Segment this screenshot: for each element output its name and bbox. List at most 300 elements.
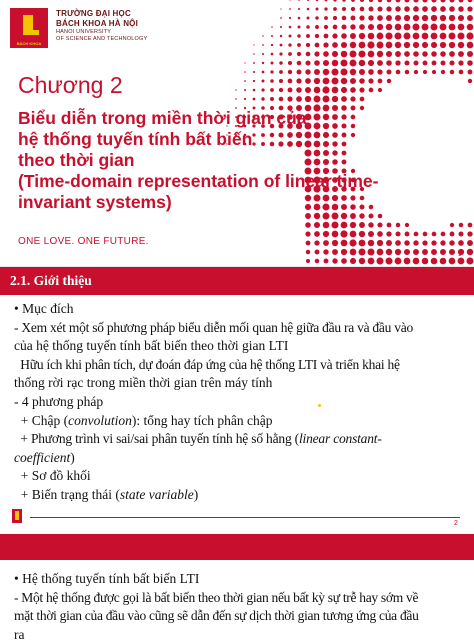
body-line: mặt thời gian của đầu vào cũng sẽ dẫn đến sự dịch thời gian tương ứng của đầu xyxy=(14,608,419,624)
decorative-dot xyxy=(280,44,283,47)
decorative-dot xyxy=(323,213,330,220)
decorative-dot xyxy=(413,24,420,31)
decorative-dot xyxy=(432,61,437,66)
decorative-dot xyxy=(342,7,346,11)
decorative-dot xyxy=(414,232,419,237)
italic-term: linear constant- xyxy=(298,431,382,447)
decorative-dot xyxy=(450,70,454,74)
decorative-dot xyxy=(351,7,355,11)
decorative-dot xyxy=(289,8,291,10)
decorative-dot xyxy=(359,213,364,218)
decorative-dot xyxy=(350,249,357,256)
decorative-dot xyxy=(377,42,384,49)
decorative-dot xyxy=(350,60,357,67)
decorative-dot xyxy=(359,231,365,237)
decorative-dot xyxy=(423,61,428,66)
decorative-dot xyxy=(350,222,356,228)
decorative-dot xyxy=(395,249,401,255)
decorative-dot xyxy=(350,87,356,93)
decorative-dot xyxy=(333,7,337,11)
decorative-dot xyxy=(360,97,365,102)
decorative-dot xyxy=(315,34,319,38)
decorative-dot xyxy=(377,24,383,30)
decorative-dot xyxy=(244,89,246,91)
decorative-dot xyxy=(368,78,373,83)
decorative-dot xyxy=(262,44,264,46)
decorative-dot xyxy=(413,240,418,245)
decorative-dot xyxy=(271,44,273,46)
text-run: + Biến trạng thái ( xyxy=(14,486,120,502)
decorative-dot xyxy=(404,60,409,65)
decorative-dot xyxy=(404,33,411,40)
decorative-dot xyxy=(449,33,456,40)
decorative-dot xyxy=(280,26,282,28)
decorative-dot xyxy=(458,6,464,12)
decorative-dot xyxy=(440,0,445,3)
body-line: • Hệ thống tuyến tính bất biến LTI xyxy=(14,571,200,586)
decorative-dot xyxy=(244,71,246,73)
decorative-dot xyxy=(449,258,456,265)
body-line: ra xyxy=(14,626,25,642)
university-name xyxy=(56,9,147,43)
decorative-dot xyxy=(279,61,283,65)
decorative-dot xyxy=(449,6,455,12)
body-line xyxy=(14,449,462,468)
decorative-dot xyxy=(324,259,329,264)
decorative-dot xyxy=(350,24,355,29)
decorative-dot xyxy=(422,0,427,3)
decorative-dot xyxy=(396,0,401,2)
decorative-dot xyxy=(440,42,446,48)
decorative-dot xyxy=(316,8,319,11)
decorative-dot xyxy=(314,222,320,228)
decorative-dot xyxy=(306,43,310,47)
slide-body xyxy=(14,300,462,505)
decorative-dot xyxy=(377,60,383,66)
decorative-dot xyxy=(378,88,382,92)
decorative-dot xyxy=(459,0,464,2)
decorative-dot xyxy=(287,96,292,101)
decorative-dot xyxy=(431,249,437,255)
decorative-dot xyxy=(324,7,327,10)
decorative-dot xyxy=(340,230,347,237)
decorative-dot xyxy=(235,98,237,100)
decorative-dot xyxy=(386,249,393,256)
decorative-dot xyxy=(296,78,301,83)
body-line: - Một hệ thống được gọi là bất biến theo thời gian nếu bất kỳ sự trễ hay sớm về xyxy=(14,589,419,605)
decorative-dot xyxy=(332,231,339,238)
decorative-dot xyxy=(404,51,410,57)
decorative-dot xyxy=(386,60,392,66)
decorative-dot xyxy=(332,42,338,48)
decorative-dot xyxy=(413,258,420,265)
decorative-dot xyxy=(358,50,365,57)
text-run: ) xyxy=(70,449,75,465)
decorative-dot xyxy=(458,42,464,48)
body-line: - Xem xét một số phương pháp biểu diễn mối quan hệ giữa đầu ra và đầu vào xyxy=(14,319,414,335)
decorative-dot xyxy=(332,60,339,67)
decorative-dot xyxy=(449,240,454,245)
decorative-dot xyxy=(414,70,418,74)
decorative-dot xyxy=(413,0,418,3)
decorative-dot xyxy=(270,70,273,73)
decorative-dot xyxy=(306,241,311,246)
decorative-dot xyxy=(297,70,302,75)
decorative-dot xyxy=(450,0,455,2)
decorative-dot xyxy=(386,51,392,57)
decorative-dot xyxy=(368,69,374,75)
decorative-dot xyxy=(323,78,330,85)
decorative-dot xyxy=(395,231,400,236)
decorative-dot xyxy=(253,62,255,64)
decorative-dot xyxy=(306,52,311,57)
decorative-dot xyxy=(289,26,292,29)
decorative-dot xyxy=(306,34,310,38)
decorative-dot xyxy=(458,15,464,21)
decorative-dot xyxy=(404,258,411,265)
decorative-dot xyxy=(350,258,356,264)
decorative-dot xyxy=(394,32,401,39)
decorative-dot xyxy=(404,24,411,31)
decorative-dot xyxy=(306,259,310,263)
decorative-dot xyxy=(279,88,283,92)
decorative-dot xyxy=(306,25,309,28)
decorative-dot xyxy=(467,6,472,11)
decorative-dot xyxy=(341,249,347,255)
decorative-dot xyxy=(323,42,328,47)
decorative-dot xyxy=(314,51,319,56)
decorative-dot xyxy=(467,51,473,57)
decorative-dot xyxy=(305,231,310,236)
footer-divider xyxy=(30,517,460,518)
decorative-dot xyxy=(413,51,419,57)
decorative-dot xyxy=(413,33,420,40)
decorative-dot xyxy=(333,25,338,30)
decorative-dot xyxy=(288,70,292,74)
decorative-dot xyxy=(279,70,283,74)
decorative-dot xyxy=(253,44,254,45)
decorative-dot xyxy=(440,258,447,265)
decorative-dot xyxy=(413,6,419,12)
decorative-dot xyxy=(369,7,374,12)
decorative-dot xyxy=(450,223,454,227)
decorative-dot xyxy=(422,51,428,57)
decorative-dot xyxy=(297,34,300,37)
decorative-dot xyxy=(431,240,436,245)
decorative-dot xyxy=(332,87,339,94)
decorative-dot xyxy=(341,78,348,85)
decorative-dot xyxy=(395,258,402,265)
decorative-dot xyxy=(253,80,255,82)
decorative-dot xyxy=(368,258,375,265)
decorative-dot xyxy=(323,69,330,76)
body-line: - 4 phương pháp xyxy=(14,393,104,409)
decorative-dot xyxy=(350,96,355,101)
decorative-dot xyxy=(395,240,401,246)
decorative-dot xyxy=(377,51,383,57)
decorative-dot xyxy=(359,258,365,264)
decorative-dot xyxy=(350,51,357,58)
decorative-dot xyxy=(323,51,329,57)
decorative-dot xyxy=(262,71,265,74)
decorative-dot xyxy=(333,0,336,2)
decorative-dot xyxy=(325,0,328,1)
decorative-dot xyxy=(395,24,402,31)
decorative-dot xyxy=(288,61,292,65)
decorative-dot xyxy=(378,0,383,2)
title-slide xyxy=(0,0,474,266)
decorative-dot xyxy=(441,70,445,74)
decorative-dot xyxy=(331,77,338,84)
decorative-dot xyxy=(322,86,329,93)
decorative-dot xyxy=(351,0,355,2)
decorative-dot xyxy=(449,249,455,255)
decorative-dot xyxy=(440,249,446,255)
decorative-dot xyxy=(377,231,383,237)
decorative-dot xyxy=(288,52,292,56)
decorative-dot xyxy=(342,0,346,2)
decorative-dot xyxy=(387,223,392,228)
decorative-dot xyxy=(368,24,374,30)
decorative-dot xyxy=(395,51,401,57)
decorative-dot xyxy=(431,0,436,3)
decorative-dot xyxy=(323,240,329,246)
decorative-dot xyxy=(431,15,437,21)
decorative-dot xyxy=(333,16,337,20)
decorative-dot xyxy=(467,231,472,236)
decorative-dot xyxy=(359,240,366,247)
section-heading: 2.1. Giới thiệu xyxy=(10,273,92,288)
decorative-dot xyxy=(369,0,373,2)
decorative-dot xyxy=(377,240,383,246)
decorative-dot xyxy=(369,88,374,93)
title-line: theo thời gian xyxy=(18,150,135,170)
decorative-dot xyxy=(315,25,319,29)
decorative-dot xyxy=(440,240,445,245)
decorative-dot xyxy=(332,258,337,263)
decorative-dot xyxy=(369,214,374,219)
decorative-dot xyxy=(332,240,338,246)
decorative-dot xyxy=(305,60,310,65)
decorative-dot xyxy=(467,249,473,255)
italic-term: convolution xyxy=(68,412,132,428)
decorative-dot xyxy=(458,231,463,236)
decorative-dot xyxy=(386,15,392,21)
decorative-dot xyxy=(261,97,264,100)
italic-term: state variable xyxy=(119,486,194,502)
decorative-dot xyxy=(458,258,465,265)
lti-slide xyxy=(0,534,474,642)
body-line: • Mục đích xyxy=(14,301,74,316)
decorative-dot xyxy=(289,17,291,19)
decorative-dot xyxy=(296,87,302,93)
decorative-dot xyxy=(467,240,473,246)
decorative-dot xyxy=(367,248,374,255)
decorative-dot xyxy=(449,42,455,48)
decorative-dot xyxy=(432,70,436,74)
decorative-dot xyxy=(359,24,365,30)
decorative-dot xyxy=(413,42,419,48)
body-line: của hệ thống tuyến tính bất biến theo thời gian LTI xyxy=(14,338,289,354)
decorative-dot xyxy=(332,96,338,102)
decorative-dot xyxy=(332,213,339,220)
decorative-dot xyxy=(305,78,311,84)
decorative-dot xyxy=(262,53,264,55)
decorative-dot xyxy=(368,240,375,247)
decorative-dot xyxy=(341,213,347,219)
decorative-dot xyxy=(262,80,265,83)
decorative-dot xyxy=(314,96,321,103)
title-line: Biểu diễn trong miền thời gian của xyxy=(18,108,307,128)
decorative-dot xyxy=(431,51,437,57)
decorative-dot xyxy=(413,15,419,21)
decorative-dot xyxy=(441,61,446,66)
decorative-dot xyxy=(305,96,311,102)
decorative-dot xyxy=(396,70,401,75)
decorative-dot xyxy=(404,249,410,255)
page-number: 1 xyxy=(458,252,462,258)
decorative-dot xyxy=(377,249,384,256)
decorative-dot xyxy=(324,34,329,39)
university-en-line2: OF SCIENCE AND TECHNOLOGY xyxy=(56,36,148,42)
decorative-dot xyxy=(350,213,356,219)
decorative-dot xyxy=(396,223,401,228)
decorative-dot xyxy=(422,249,428,255)
decorative-dot xyxy=(341,222,348,229)
decorative-dot xyxy=(351,16,356,21)
decorative-dot xyxy=(279,97,284,102)
decorative-dot xyxy=(405,0,410,2)
decorative-dot xyxy=(235,89,236,90)
decorative-dot xyxy=(368,51,375,58)
decorative-dot xyxy=(466,32,473,39)
decorative-dot xyxy=(405,232,410,237)
decorative-dot xyxy=(332,69,339,76)
decorative-dot xyxy=(386,42,393,49)
decorative-dot xyxy=(350,69,356,75)
university-en-line1: HANOI UNIVERSITY xyxy=(56,29,112,35)
decorative-dot xyxy=(341,258,347,264)
decorative-dot xyxy=(289,35,292,38)
decorative-dot xyxy=(432,232,437,237)
decorative-dot xyxy=(270,97,274,101)
decorative-dot xyxy=(431,258,438,265)
university-vn-line1: TRƯỜNG ĐẠI HỌC xyxy=(56,9,131,18)
decorative-dot xyxy=(315,43,320,48)
decorative-dot xyxy=(262,62,264,64)
decorative-dot xyxy=(306,16,309,19)
decorative-dot xyxy=(376,257,383,264)
decorative-dot xyxy=(341,24,346,29)
slide-body xyxy=(14,570,462,644)
decorative-dot xyxy=(305,222,311,228)
decorative-dot xyxy=(359,87,364,92)
decorative-dot xyxy=(414,61,419,66)
decorative-dot xyxy=(350,42,356,48)
decorative-dot xyxy=(377,69,382,74)
decorative-dot xyxy=(468,70,473,75)
decorative-dot xyxy=(305,87,311,93)
decorative-dot xyxy=(423,70,427,74)
decorative-dot xyxy=(289,0,290,1)
decorative-dot xyxy=(367,41,374,48)
decorative-dot xyxy=(350,231,357,238)
decorative-dot xyxy=(270,88,274,92)
text-run: + Chập ( xyxy=(14,412,69,428)
decorative-dot xyxy=(395,15,401,21)
decorative-dot xyxy=(449,60,454,65)
decorative-dot xyxy=(377,15,383,21)
decorative-dot xyxy=(458,60,463,65)
decorative-dot xyxy=(332,51,338,57)
decorative-dot xyxy=(323,231,329,237)
body-line xyxy=(14,430,462,449)
decorative-dot xyxy=(314,69,320,75)
decorative-dot xyxy=(459,70,464,75)
decorative-dot xyxy=(280,8,281,9)
decorative-dot xyxy=(377,6,382,11)
decorative-dot xyxy=(315,16,318,19)
decorative-dot xyxy=(314,231,320,237)
decorative-dot xyxy=(359,78,365,84)
decorative-dot xyxy=(440,24,447,31)
decorative-dot xyxy=(378,214,383,219)
decorative-dot xyxy=(468,223,473,228)
decorative-dot xyxy=(253,89,256,92)
decorative-dot xyxy=(431,24,438,31)
footer-logo xyxy=(12,509,22,523)
decorative-dot xyxy=(350,33,356,39)
decorative-dot xyxy=(358,248,365,255)
decorative-dot xyxy=(323,249,328,254)
decorative-dot xyxy=(386,24,393,31)
decorative-dot xyxy=(359,60,366,67)
decorative-dot xyxy=(318,404,321,407)
chapter-title: Chương 2 xyxy=(18,72,123,98)
decorative-dot xyxy=(341,33,347,39)
decorative-dot xyxy=(270,79,274,83)
decorative-dot xyxy=(331,221,338,228)
decorative-dot xyxy=(244,80,246,82)
decorative-dot xyxy=(422,15,428,21)
decorative-dot xyxy=(341,69,348,76)
decorative-dot xyxy=(458,240,464,246)
decorative-dot xyxy=(307,8,310,11)
decorative-dot xyxy=(298,8,300,10)
intro-slide xyxy=(0,266,474,535)
decorative-dot xyxy=(467,15,473,21)
decorative-dot xyxy=(368,15,373,20)
decorative-dot xyxy=(271,62,274,65)
decorative-dot xyxy=(368,33,375,40)
decorative-dot xyxy=(368,60,374,66)
decorative-dot xyxy=(324,16,328,20)
decorative-dot xyxy=(405,223,409,227)
decorative-dot xyxy=(349,239,356,246)
decorative-dot xyxy=(253,98,256,101)
body-line: Hữu ích khi phân tích, dự đoán đáp ứng của hệ thống LTI và triển khai hệ xyxy=(14,356,400,372)
decorative-dot xyxy=(431,6,437,12)
decorative-dot xyxy=(466,257,473,264)
decorative-dot xyxy=(280,17,282,19)
decorative-dot xyxy=(377,222,382,227)
decorative-dot xyxy=(377,33,384,40)
decorative-dot xyxy=(253,53,255,55)
decorative-dot xyxy=(315,259,320,264)
decorative-dot xyxy=(422,258,429,265)
decorative-dot xyxy=(323,96,330,103)
decorative-dot xyxy=(314,78,320,84)
